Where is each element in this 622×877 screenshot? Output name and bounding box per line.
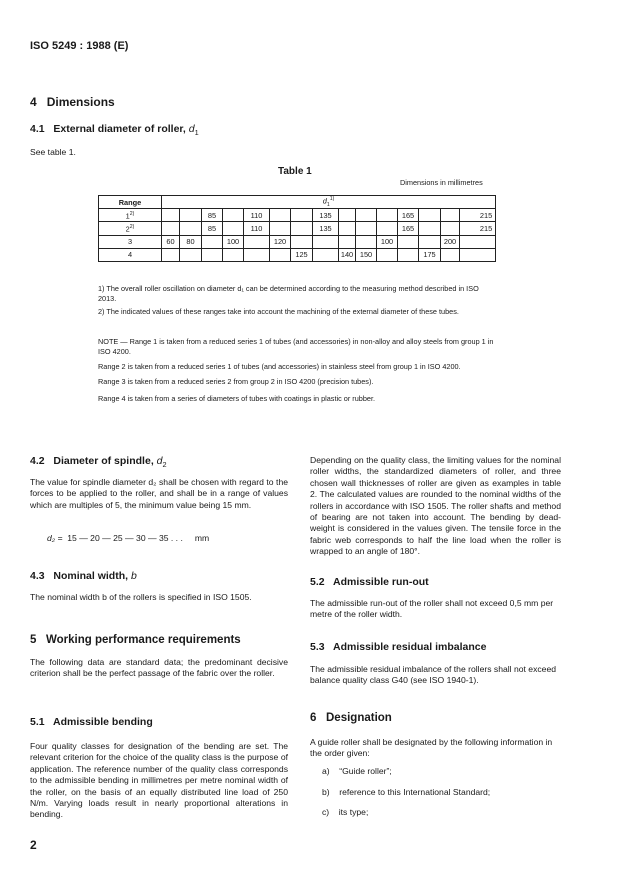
range-label: 1$^{2)}$ [99,209,162,222]
note-1: NOTE — Range 1 is taken from a reduced series 1 of tubes (and accessories) in non-alloy and alloy steels from group 1 in ISO 4200. [98,337,494,356]
spindle-equation [47,533,209,543]
table-cell: 215 [460,209,496,222]
table-cell [356,235,377,248]
table-cell [291,222,313,235]
table-cell: 125 [291,248,313,261]
table-cell [202,248,223,261]
table-cell [398,248,419,261]
page-number: 2 [30,838,37,852]
section-title: Nominal width, [53,570,129,582]
table-cell [291,209,313,222]
table-cell [377,209,398,222]
table-cell: 150 [356,248,377,261]
list-item [322,766,392,777]
table-cell: 80 [180,235,202,248]
section-4-3-text: The nominal width b of the rollers is specified in ISO 1505. [30,592,252,602]
section-title: Admissible residual imbalance [332,641,487,653]
table-cell: 200 [441,235,460,248]
table-cell [441,222,460,235]
table-units: Dimensions in millimetres [400,178,483,187]
section-number: 5.3 [310,641,325,653]
table-cell [223,209,244,222]
table-cell: 100 [377,235,398,248]
note-2: Range 2 is taken from a reduced series 1 of tubes (and accessories) in stainless steel from group 1 in ISO 4200. [98,362,461,371]
range-header: Range [99,196,162,209]
section-number: 5.2 [310,576,325,588]
equation-values: 15 — 20 — 25 — 30 — 35 . . . [67,533,183,543]
table-cell: 215 [460,222,496,235]
table-row [99,248,496,261]
table-cell: 135 [313,209,339,222]
table-cell [223,222,244,235]
table-cell [339,222,356,235]
table-cell [270,248,291,261]
table-cell: 140 [339,248,356,261]
note-4: Range 4 is taken from a series of diameters of tubes with coatings in plastic or rubber. [98,394,376,403]
list-marker: c) [322,807,330,817]
table-row [99,235,496,248]
table-cell [291,235,313,248]
table-cell [419,222,441,235]
section-title: Dimensions [46,95,115,109]
section-title: Working performance requirements [46,634,241,646]
section-title: Designation [326,712,392,724]
section-5-1-text: Four quality classes for designation of the bending are set. The relevant criterion for the choice of the quality class is the purpose of application. The reference number of the quality class corresponds to the admissible bending in millimetres per metre nominal width of the roller, on the basis of an equally distributed line load of 250 N/m. Varying loads result in nearly proportional alterations in bending. [30,741,288,820]
table-cell: 165 [398,209,419,222]
d1-header: $d_1^{1)}$ [162,196,496,209]
table-row [99,209,496,222]
table-cell [339,209,356,222]
table-cell [377,248,398,261]
section-number: 5 [30,634,37,646]
section-number: 4.1 [30,123,45,135]
list-marker: b) [322,787,330,797]
section-5-1-heading [30,716,153,728]
table-cell: 60 [162,235,180,248]
table-cell [441,248,460,261]
table-cell: 85 [202,209,223,222]
section-5-heading [30,634,241,646]
section-5-text: The following data are standard data; the predominant decisive criterion shall be the perfect passage of the fabric over the roller. [30,657,288,679]
table-cell [339,235,356,248]
equation-lhs: d₂ = [47,533,63,543]
table-cell [419,209,441,222]
table-cell: 85 [202,222,223,235]
section-title: Admissible bending [52,716,153,728]
table-cell [313,248,339,261]
table-cell [270,209,291,222]
list-text: “Guide roller”; [339,766,392,776]
footnote-2: 2) The indicated values of these ranges take into account the machining of the external diameter of these tubes. [98,307,459,316]
table-1 [98,195,496,262]
table-cell: 110 [244,222,270,235]
table-cell: 165 [398,222,419,235]
section-title: External diameter of roller, [53,123,186,135]
symbol: d [188,123,195,135]
table-cell: 110 [244,209,270,222]
section-number: 4.3 [30,570,45,582]
table-cell: 175 [419,248,441,261]
symbol: b [130,570,137,582]
footnote-1: 1) The overall roller oscillation on diameter d₁ can be determined according to the measuring method described in ISO 2013. [98,284,479,303]
table-cell [270,222,291,235]
equation-unit: mm [194,533,210,543]
section-4-2-text: The value for spindle diameter d₂ shall be chosen with regard to the forces to be applied to the roller, and shall be in a range of values which are multiples of 5, the minimum value being 15 mm. [30,477,288,510]
table-cell [223,248,244,261]
range-label: 2$^{2)}$ [99,222,162,235]
table-cell [180,222,202,235]
list-marker: a) [322,766,330,776]
symbol: d [156,455,163,467]
section-title: Admissible run-out [332,576,429,588]
table-cell [202,235,223,248]
section-5-3-heading [310,641,486,653]
section-4-3-heading [30,570,137,582]
section-number: 4 [30,95,37,109]
table-cell [356,222,377,235]
section-number: 4.2 [30,455,45,467]
range-label: 3 [99,235,162,248]
table-cell [313,235,339,248]
section-6-text: A guide roller shall be designated by the following information in the order given: [310,737,553,759]
table-cell [180,248,202,261]
section-title: Diameter of spindle, [53,455,154,467]
section-5-2-heading [310,576,429,588]
table-row [99,222,496,235]
table-cell [162,248,180,261]
symbol-sub: 2 [162,460,167,470]
section-4-1-heading [30,123,199,137]
table-cell [162,222,180,235]
section-number: 5.1 [30,716,45,728]
table-cell [162,209,180,222]
list-item [322,787,490,798]
standard-header: ISO 5249 : 1988 (E) [30,40,129,52]
list-text: its type; [338,807,369,817]
table-cell [180,209,202,222]
list-item [322,807,368,818]
list-text: reference to this International Standard; [339,787,491,797]
section-5-3-text: The admissible residual imbalance of the rollers shall not exceed balance quality class G40 (see ISO 1940-1). [310,664,557,686]
table-caption: Table 1 [278,166,312,177]
range-label: 4 [99,248,162,261]
note-3: Range 3 is taken from a reduced series 2 from group 2 in ISO 4200 (precision tubes). [98,377,374,386]
symbol-sub: 1 [194,128,199,138]
table-cell [460,248,496,261]
table-cell [419,235,441,248]
table-cell [460,235,496,248]
section-6-heading [310,712,392,724]
table-cell [244,235,270,248]
section-5-2-text: The admissible run-out of the roller shall not exceed 0,5 mm per metre of the roller width. [310,598,554,620]
see-table-text: See table 1. [30,147,76,157]
table-cell [244,248,270,261]
table-cell [377,222,398,235]
section-4-heading [30,95,115,109]
table-cell: 120 [270,235,291,248]
table-cell [398,235,419,248]
right-column-text: Depending on the quality class, the limiting values for the nominal roller widths, the standardized diameters of roller, and three chosen wall thicknesses of roller are given as examples in table 2. The calculated values are rounded to the nominal widths of the rollers in accordance with ISO 1505. The roller shafts and method of bearing are not taken into account. The bending by dead-weight is considered in the values given. The tensile force in the fabric web corresponds to half the line load when the roller is wrapped to an angle of 180°. [310,455,561,557]
table-cell [441,209,460,222]
section-4-2-heading [30,455,167,469]
table-cell: 100 [223,235,244,248]
section-number: 6 [310,712,317,724]
table-cell [356,209,377,222]
table-cell: 135 [313,222,339,235]
